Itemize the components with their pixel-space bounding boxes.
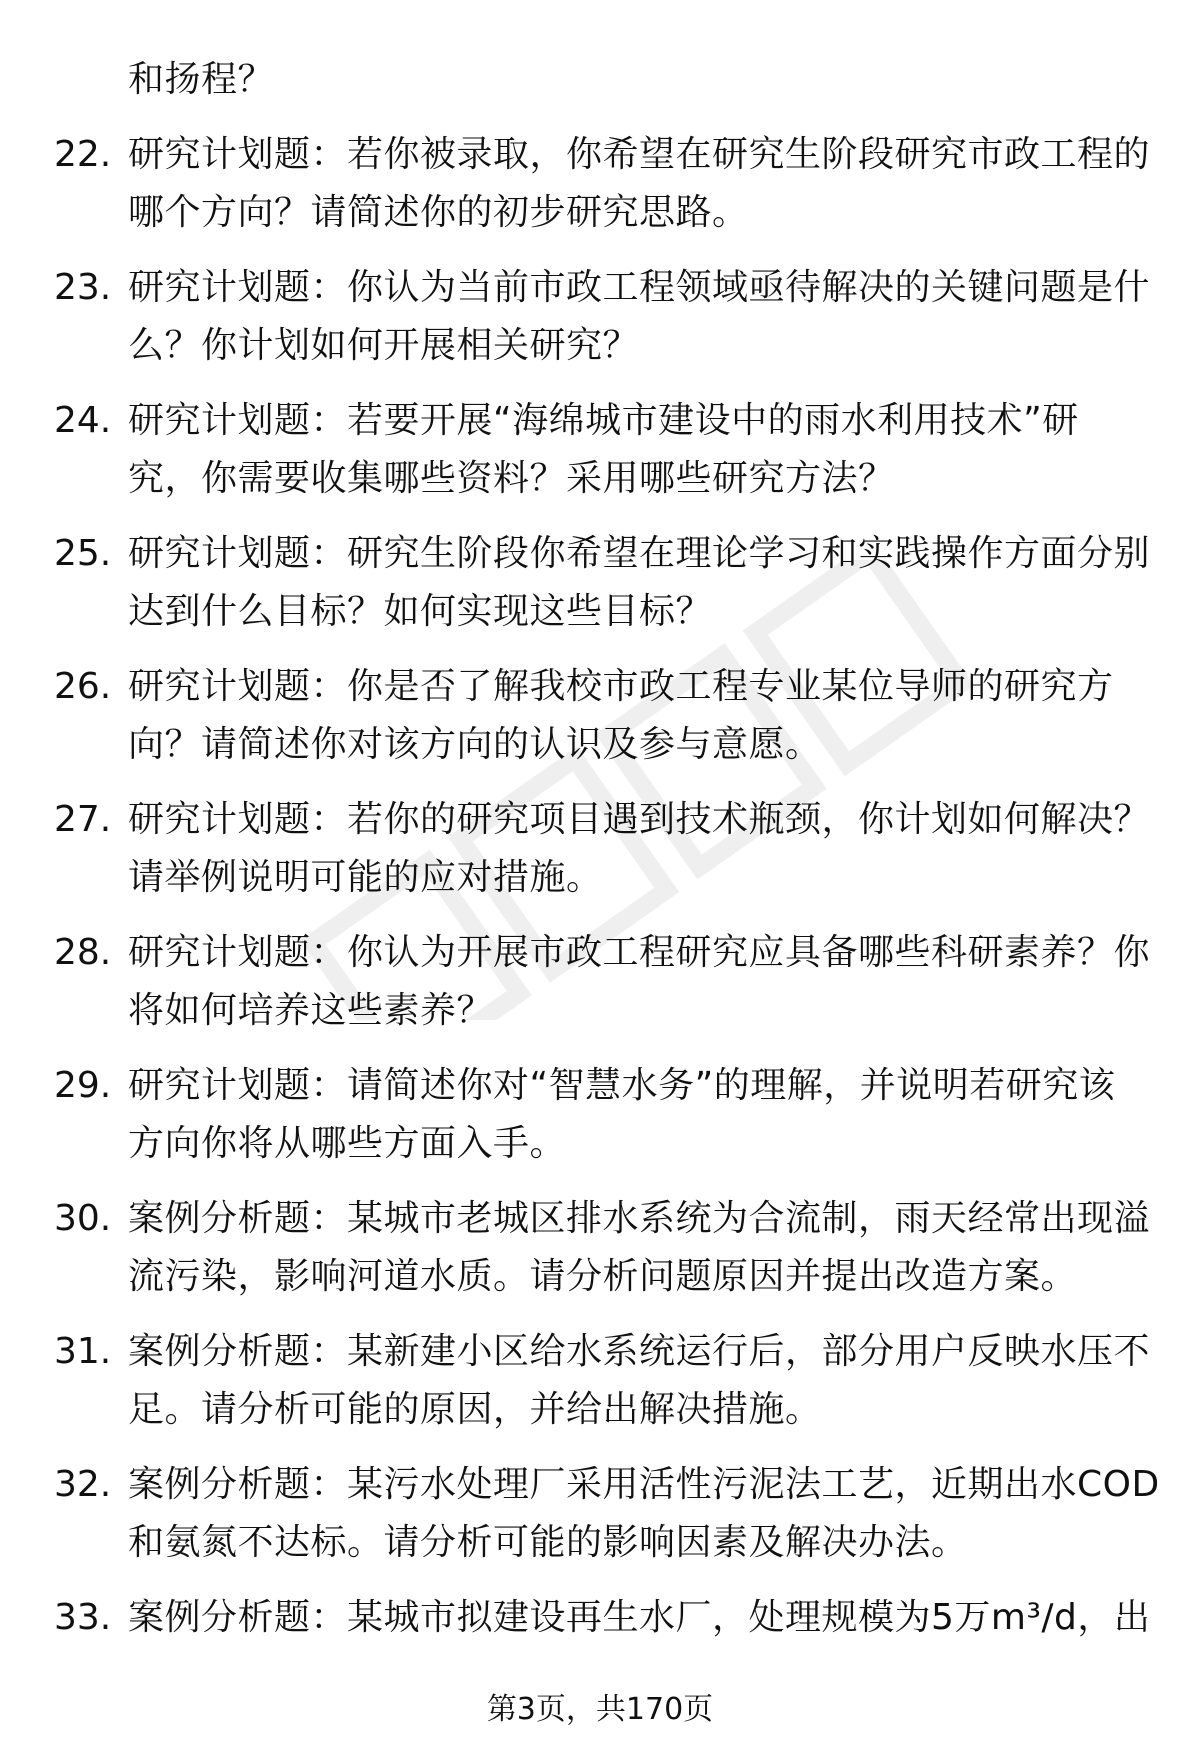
- question-text-line: 请举例说明可能的应对措施。: [128, 857, 603, 898]
- question-text-line: 研究计划题：若要开展“海绵城市建设中的雨水利用技术”研: [128, 400, 1079, 441]
- question-text-line: 究，你需要收集哪些资料？采用哪些研究方法？: [128, 458, 895, 499]
- question-text-line: 和氨氮不达标。请分析可能的影响因素及解决办法。: [128, 1522, 968, 1563]
- question-text-line: 案例分析题：某城市老城区排水系统为合流制，雨天经常出现溢: [128, 1198, 1151, 1239]
- page-footer: 第3页，共170页: [486, 1692, 714, 1727]
- question-text-line: 研究计划题：你是否了解我校市政工程专业某位导师的研究方: [128, 666, 1114, 707]
- question-text-line: 研究计划题：若你的研究项目遇到技术瓶颈，你计划如何解决？: [128, 799, 1151, 840]
- question-text-line: 达到什么目标？如何实现这些目标？: [128, 591, 713, 632]
- question-text-line: 研究计划题：若你被录取，你希望在研究生阶段研究市政工程的: [128, 134, 1151, 175]
- question-number: 25.: [54, 533, 112, 574]
- question-text-line: 案例分析题：某城市拟建设再生水厂，处理规模为5万m³/d，出: [128, 1597, 1151, 1638]
- question-number: 31.: [54, 1331, 112, 1372]
- question-number: 26.: [54, 666, 112, 707]
- question-number: 23.: [54, 267, 112, 308]
- question-number: 33.: [54, 1597, 112, 1638]
- question-text-line: 方向你将从哪些方面入手。: [128, 1123, 567, 1164]
- question-text-line: 案例分析题：某污水处理厂采用活性污泥法工艺，近期出水COD: [128, 1464, 1160, 1505]
- question-text-line: 将如何培养这些素养？: [128, 990, 494, 1031]
- question-text-line: 和扬程？: [128, 59, 275, 100]
- question-text-line: 研究计划题：请简述你对“智慧水务”的理解，并说明若研究该: [128, 1065, 1116, 1106]
- question-text-line: 研究计划题：你认为开展市政工程研究应具备哪些科研素养？你: [128, 932, 1151, 973]
- question-text-line: 哪个方向？请简述你的初步研究思路。: [128, 192, 749, 233]
- question-text-line: 研究计划题：你认为当前市政工程领域亟待解决的关键问题是什: [128, 267, 1151, 308]
- question-text-line: 流污染，影响河道水质。请分析问题原因并提出改造方案。: [128, 1256, 1078, 1297]
- question-text-line: 案例分析题：某新建小区给水系统运行后，部分用户反映水压不: [128, 1331, 1151, 1372]
- question-number: 27.: [54, 799, 112, 840]
- question-text-line: 么？你计划如何开展相关研究？: [128, 325, 640, 366]
- question-number: 28.: [54, 932, 112, 973]
- question-number: 32.: [54, 1464, 112, 1505]
- question-text-line: 向？请简述你对该方向的认识及参与意愿。: [128, 724, 822, 765]
- question-number: 22.: [54, 134, 112, 175]
- question-number: 24.: [54, 400, 112, 441]
- question-number: 30.: [54, 1198, 112, 1239]
- question-number: 29.: [54, 1065, 112, 1106]
- question-text-line: 研究计划题：研究生阶段你希望在理论学习和实践操作方面分别: [128, 533, 1151, 574]
- question-text-line: 足。请分析可能的原因，并给出解决措施。: [128, 1389, 822, 1430]
